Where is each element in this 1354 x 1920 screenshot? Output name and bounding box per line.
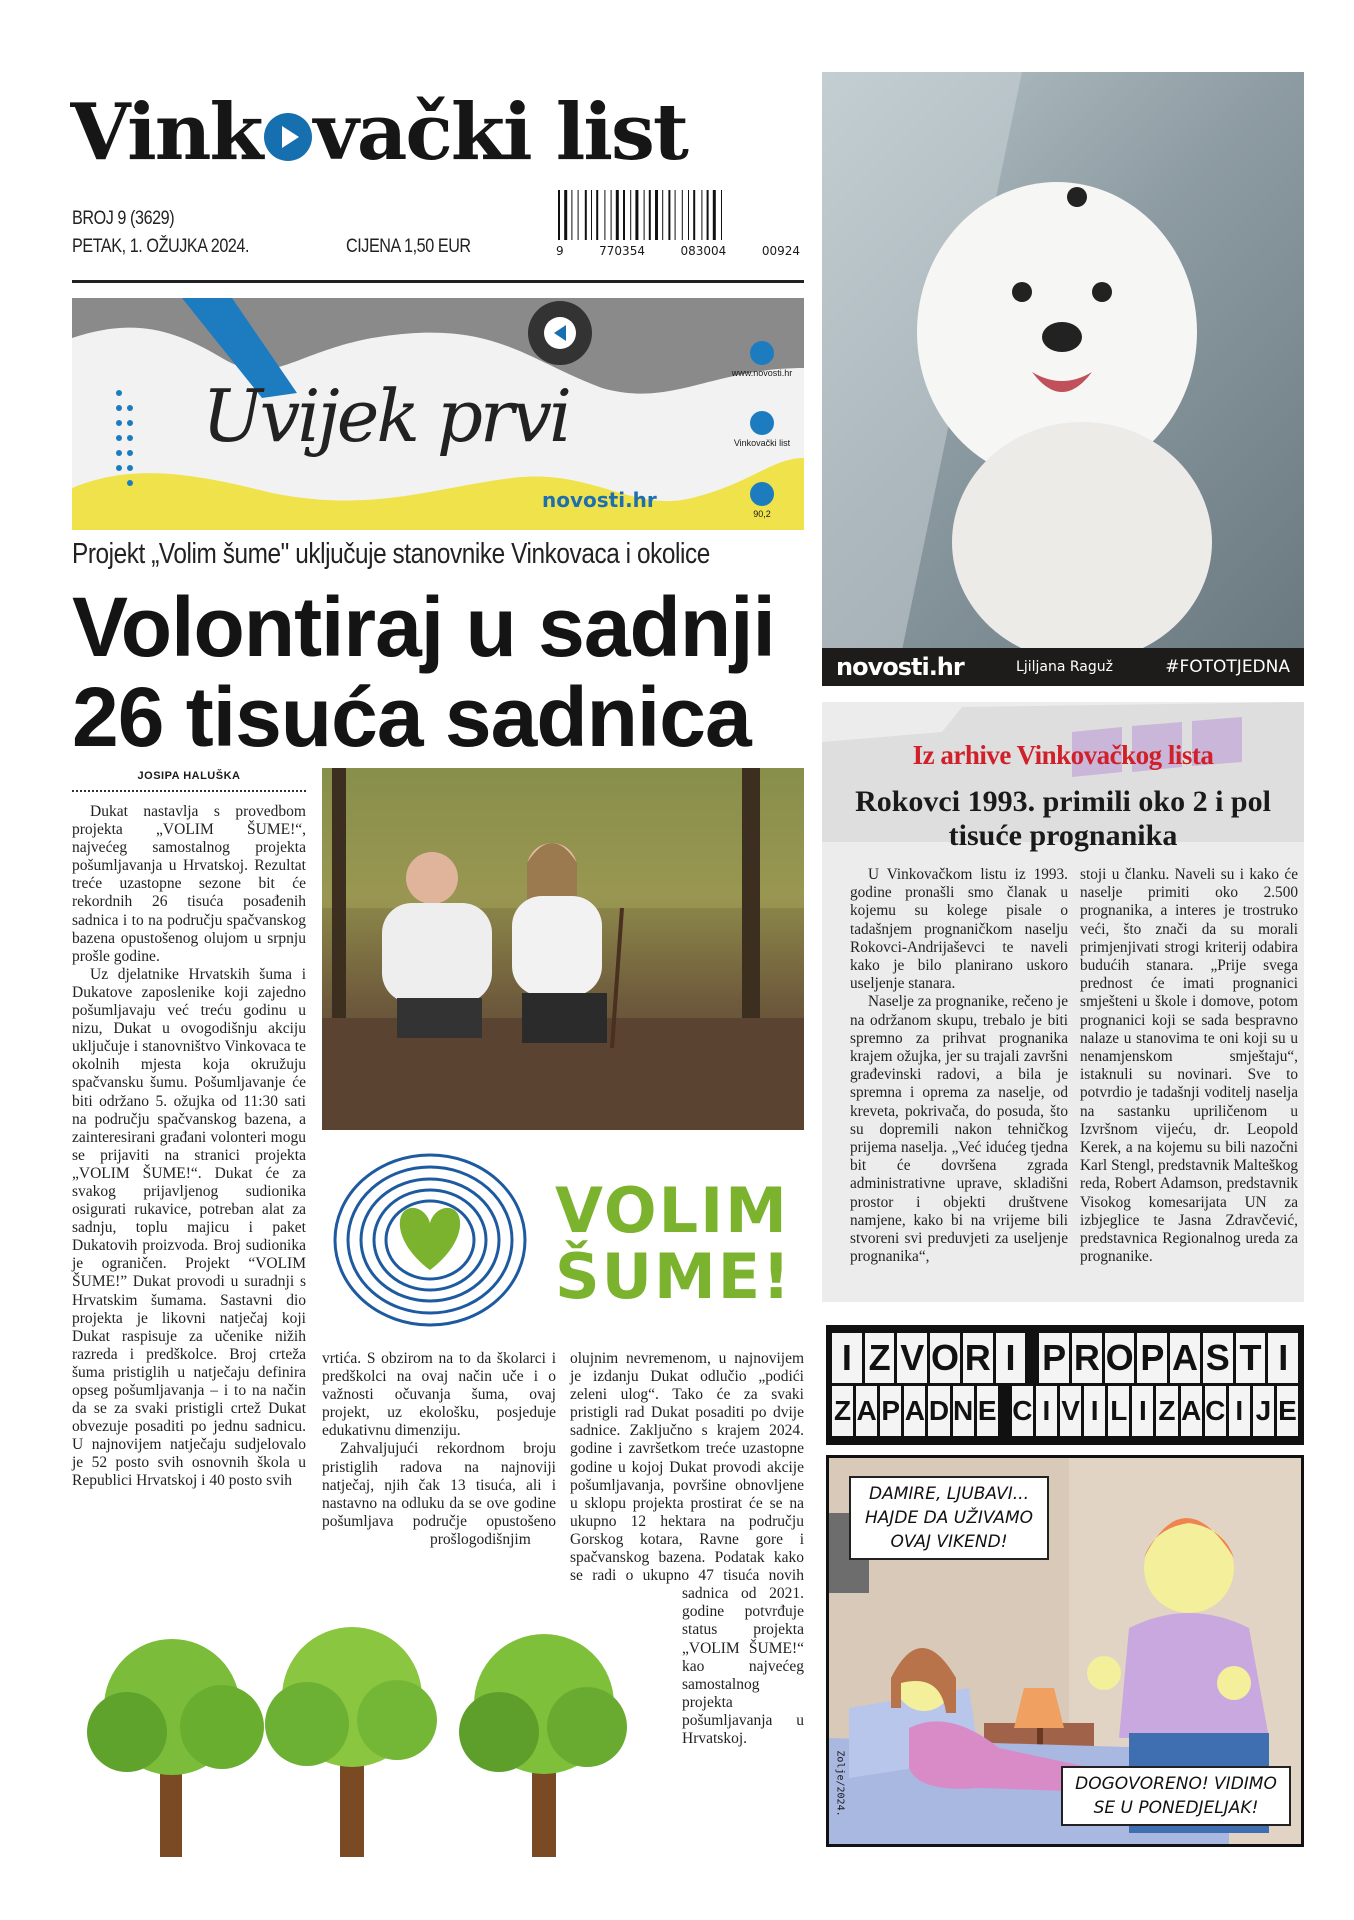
- paragraph: Dukat nastavlja s provedbom projekta „VOLIM ŠUME!“, najvećeg samostalnog projekta pošumljavanja u Hrvatskoj. Rezultat treće uzastopne sezone bit će rekordnih 26 tisuća posađenih sadnica i to na području spačvanskog bazena opustošenog olujom u srpnju prošle godine.: [72, 803, 306, 965]
- barcode-bar: [596, 190, 598, 240]
- barcode-bar: [649, 190, 651, 240]
- barcode-bar: [630, 190, 631, 240]
- paragraph: Uz djelatnike Hrvatskih šuma i Dukatove zaposlenike koji zajedno pošumljavaju već treću godinu u nizu, Dukat u ovogodišnju akciju uključuje i stanovništvo Vinkovaca te okolnih mjesta koja okružuju spačvansku šumu. Pošumljavanje će biti održano 5. ožujka od 11:30 sati na području spačvanskog bazena, a zainteresirani građani volonteri mogu se prijaviti na stranici projekta „VOLIM ŠUME!“. Dukat će za svakog prijavljenog sudionika osigurati rukavice, potreban alat za sadnju, toplu majicu i paket Dukatovih proizvoda. Broj sudionika je ograničen. Projekt “VOLIM ŠUME!” Dukat provodi u suradnji s Hrvatskim šumama. Sastavni dio projekta je likovni natječaj koji Dukat raspisuje za učenike nižih razreda i predškolce. Broj crteža šuma pristiglih u natječaju definira opseg pošumljavanja – i to na način da se za svaki pristigli crtež Dukat obvezuje posaditi po jednu sadnicu. U najnovijem natječaju sudjelovalo je 52 posto svih osnovnih škola u Republici Hrvatskoj i 40 posto svih: [72, 965, 306, 1490]
- barcode-bar: [668, 190, 670, 240]
- comic-title-letter: P: [1137, 1333, 1167, 1383]
- comic-title-letter: S: [1203, 1333, 1233, 1383]
- barcode-bar: [644, 190, 645, 240]
- comic-title-letter: Z: [1156, 1386, 1177, 1436]
- comic-title-letter: A: [1181, 1386, 1202, 1436]
- paragraph: Naselje za prognanike, rečeno je na održanom skupu, trebalo je biti spremno za prihvat prognanika krajem ožujka, jer su trajali završni građevinski radovi, a bila je spremna i oprema za naselje, od kreveta, pokrivača, do posuda, što su dopremili nakon tehničkog prijema naselja. „Već idućeg tjedna bit će dovršena zgrada administrativne uprave, skladišni prostor i objekti društvene namjene, kako bi na vrijeme bili stvoreni svi preduvjeti za useljenje prognanika“,: [850, 993, 1068, 1266]
- comic-title-letter: Z: [832, 1386, 853, 1436]
- banner-slogan: Uvijek prvi: [202, 374, 570, 458]
- comic-title: [826, 1325, 1304, 1445]
- barcode-bar: [688, 190, 689, 240]
- letter-gap: [1028, 1333, 1036, 1383]
- tree-icon: [265, 1627, 437, 1857]
- comic-title-letter: I: [832, 1333, 862, 1383]
- novosti-logo: novosti.hr: [836, 653, 964, 681]
- banner-channel-web[interactable]: [720, 368, 804, 378]
- barcode-digit: 00924: [761, 244, 800, 258]
- comic-title-letter: A: [856, 1386, 877, 1436]
- speech-bubble-woman: DAMIRE, LJUBAVI... HAJDE DA UŽIVAMO OVAJ VIKEND!: [849, 1476, 1049, 1560]
- channel-label: www.novosti.hr: [731, 368, 793, 378]
- channel-label: 90,2: [753, 509, 771, 519]
- paragraph: U Vinkovačkom listu iz 1993. godine pronašli smo članak u kojemu su kolege pisale o tadašnjem prognaničkom naselju Rokovci-Andrijaševci te naveli kako je bilo planirano uskoro useljenje stanara.: [850, 866, 1068, 993]
- headline-line: 26 tisuća sadnica: [72, 670, 751, 764]
- paragraph: olujnim nevremenom, u najnovijem je izdanju Dukat odlučio „podići zeleni ulog“. Tako će za svaki pristigli rad Dukat posaditi po dvije sadnice. Zaključno s krajem 2024. godine i završetkom treće uzastopne godine u kojoj Dukat provodi akcije pošumljavanja, površine obnovljene u sklopu projekta prostirat će se na ukupno 12 hektara na području Gorskog kotara, Ravne gore i spačvanskog bazena. Podatak kako se radi o ukupno 47 tisuća novih sadnica od 2021. godine potvrđuje status projekta „VOLIM ŠUME!“ kao najvećeg samostalnog projekta pošumljavanja u Hrvatskoj.: [570, 1350, 804, 1747]
- comic-title-letter: I: [1268, 1333, 1298, 1383]
- trees-illustration: [72, 1612, 672, 1862]
- barcode-bar: [571, 190, 572, 240]
- barcode-bar: [585, 190, 587, 240]
- photo-tag[interactable]: #FOTOTJEDNA: [1165, 657, 1290, 677]
- comic-title-letter: P: [880, 1386, 901, 1436]
- masthead-title-end: vački list: [313, 88, 687, 178]
- barcode-bar: [558, 190, 560, 240]
- paragraph: vrtića. S obzirom na to da školarci i predškolci na ovaj način uče i o važnosti očuvanja šuma, ovaj projekt, uz ekološku, posjeduje edukativnu dimenziju.: [322, 1350, 556, 1440]
- paragraph: Zahvaljujući rekordnom broju pristiglih radova na najnoviji natječaj, njih čak 13 tisuća, ali i nastavno na odluku da se ove godine pošumljava područje opustošeno prošlogodišnjim: [322, 1440, 556, 1548]
- barcode-digit: 770354: [599, 244, 645, 258]
- photographer: Ljiljana Raguž: [1016, 659, 1113, 675]
- comic-title-letter: D: [928, 1386, 949, 1436]
- comic-title-row: [832, 1333, 1298, 1383]
- play-circle-icon: [264, 113, 312, 161]
- article-column-2: [322, 1350, 556, 1611]
- comic-title-letter: I: [1084, 1386, 1105, 1436]
- channel-label: Vinkovački list: [733, 438, 791, 448]
- archive-title[interactable]: Rokovci 1993. primili oko 2 i pol tisuće prognanika: [855, 785, 1271, 852]
- comic-title-letter: C: [1012, 1386, 1033, 1436]
- barcode-bar: [675, 190, 676, 240]
- letter-gap: [1001, 1386, 1009, 1436]
- article-headline[interactable]: [72, 582, 812, 762]
- comic-title-letter: N: [953, 1386, 974, 1436]
- comic-title-letter: R: [963, 1333, 993, 1383]
- comic-title-letter: A: [1170, 1333, 1200, 1383]
- barcode: [556, 190, 804, 258]
- barcode-bar: [701, 190, 702, 240]
- comic-title-row: [832, 1386, 1298, 1436]
- comic-title-letter: P: [1039, 1333, 1069, 1383]
- issue-date: PETAK, 1. OŽUJKA 2024.: [72, 236, 250, 257]
- promo-banner[interactable]: [72, 298, 804, 530]
- barcode-bar: [713, 190, 716, 240]
- barcode-digit: 083004: [680, 244, 727, 258]
- barcode-bars: [556, 190, 804, 240]
- tree-icon: [87, 1639, 264, 1857]
- banner-brand: novosti.hr: [542, 488, 657, 512]
- comic-title-letter: R: [1072, 1333, 1102, 1383]
- volunteers-photo: [322, 768, 804, 1130]
- comic-title-letter: I: [996, 1333, 1026, 1383]
- comic-title-letter: O: [1105, 1333, 1135, 1383]
- comic-title-letter: I: [1229, 1386, 1250, 1436]
- issue-number: BROJ 9 (3629): [72, 208, 175, 229]
- comic-title-letter: E: [977, 1386, 998, 1436]
- comic-title-letter: J: [1253, 1386, 1274, 1436]
- speech-bubble-man: DOGOVORENO! VIDIMO SE U PONEDJELJAK!: [1061, 1766, 1291, 1826]
- paragraph: stoji u članku. Naveli su i kako će naselje primiti oko 2.500 prognanika, a interes je trostruko veći, što znači da su morali primjenjivati strogi kriterij odabira budućih stanara. „Prije svega prednost će imati prognanici smješteni u škole i domove, potom prognanici koji se sada bespravno nalaze u stanovima te oni koji su u nenamjenskom smještaju“, istaknuli su novinari. Sve to potvrdio je tadašnji voditelj naselja na sastanku upriličenom u Izvršnom vijeću, dr. Leopold Kerek, a na kojemu su bili nazočni Karl Stengl, predstavnik Malteškog reda, Robert Adamson, predstavnik Visokog komesarijata UN za izbjeglice te Jasna Zdravčević, predstavnica Regionalnog ureda za prognanike.: [1080, 866, 1298, 1266]
- photo-of-the-week: [822, 72, 1304, 650]
- barcode-bar: [635, 190, 638, 240]
- article-column-1: [72, 803, 306, 1491]
- article-kicker: Projekt „Volim šume" uključuje stanovnike Vinkovaca i okolice: [72, 538, 710, 570]
- masthead-title-start: Vink: [70, 88, 262, 178]
- comic-title-letter: V: [1060, 1386, 1081, 1436]
- issue-price: CIJENA 1,50 EUR: [346, 236, 471, 257]
- barcode-bar: [721, 190, 722, 240]
- comic-title-letter: Z: [865, 1333, 895, 1383]
- barcode-bar: [682, 190, 683, 240]
- comic-title-letter: E: [1277, 1386, 1298, 1436]
- banner-channel-paper[interactable]: [720, 438, 804, 448]
- logo-text: VOLIM: [555, 1174, 789, 1247]
- headline-line: Volontiraj u sadnji: [72, 580, 775, 674]
- comic-panel: [826, 1455, 1304, 1847]
- barcode-bar: [707, 190, 709, 240]
- barcode-bar: [662, 190, 663, 240]
- article-author: JOSIPA HALUŠKA: [137, 770, 241, 782]
- comic-title-letter: O: [930, 1333, 960, 1383]
- barcode-bar: [564, 190, 567, 240]
- masthead-logo: [70, 88, 806, 178]
- masthead-divider: [72, 280, 804, 283]
- photo-caption-bar: [822, 648, 1304, 686]
- dog-photo-artwork: [822, 72, 1304, 650]
- barcode-digit: 9: [556, 244, 564, 258]
- barcode-bar: [591, 190, 592, 240]
- comic-title-letter: C: [1205, 1386, 1226, 1436]
- comic-signature: Zolje/2024.: [834, 1750, 846, 1817]
- barcode-bar: [578, 190, 579, 240]
- archive-column-2: [1080, 866, 1298, 1266]
- barcode-bar: [616, 190, 619, 240]
- archive-column-1: [850, 866, 1068, 1266]
- banner-channel-radio[interactable]: [720, 509, 804, 519]
- barcode-bar: [693, 190, 695, 240]
- barcode-bar: [611, 190, 612, 240]
- comic-title-letter: I: [1132, 1386, 1153, 1436]
- author-divider: [72, 790, 306, 792]
- barcode-bar: [655, 190, 658, 240]
- tree-rings-icon: [330, 1140, 540, 1340]
- tree-icon: [459, 1634, 627, 1857]
- archive-kicker: Iz arhive Vinkovačkog lista: [912, 740, 1214, 770]
- comic-title-letter: T: [1236, 1333, 1266, 1383]
- barcode-bar: [623, 190, 625, 240]
- comic-title-letter: V: [897, 1333, 927, 1383]
- barcode-bar: [604, 190, 605, 240]
- comic-title-letter: A: [904, 1386, 925, 1436]
- logo-text: ŠUME!: [555, 1240, 793, 1313]
- volim-sume-logo: [330, 1140, 800, 1340]
- photo-artwork: [322, 768, 804, 1130]
- comic-title-letter: L: [1108, 1386, 1129, 1436]
- comic-title-letter: I: [1036, 1386, 1057, 1436]
